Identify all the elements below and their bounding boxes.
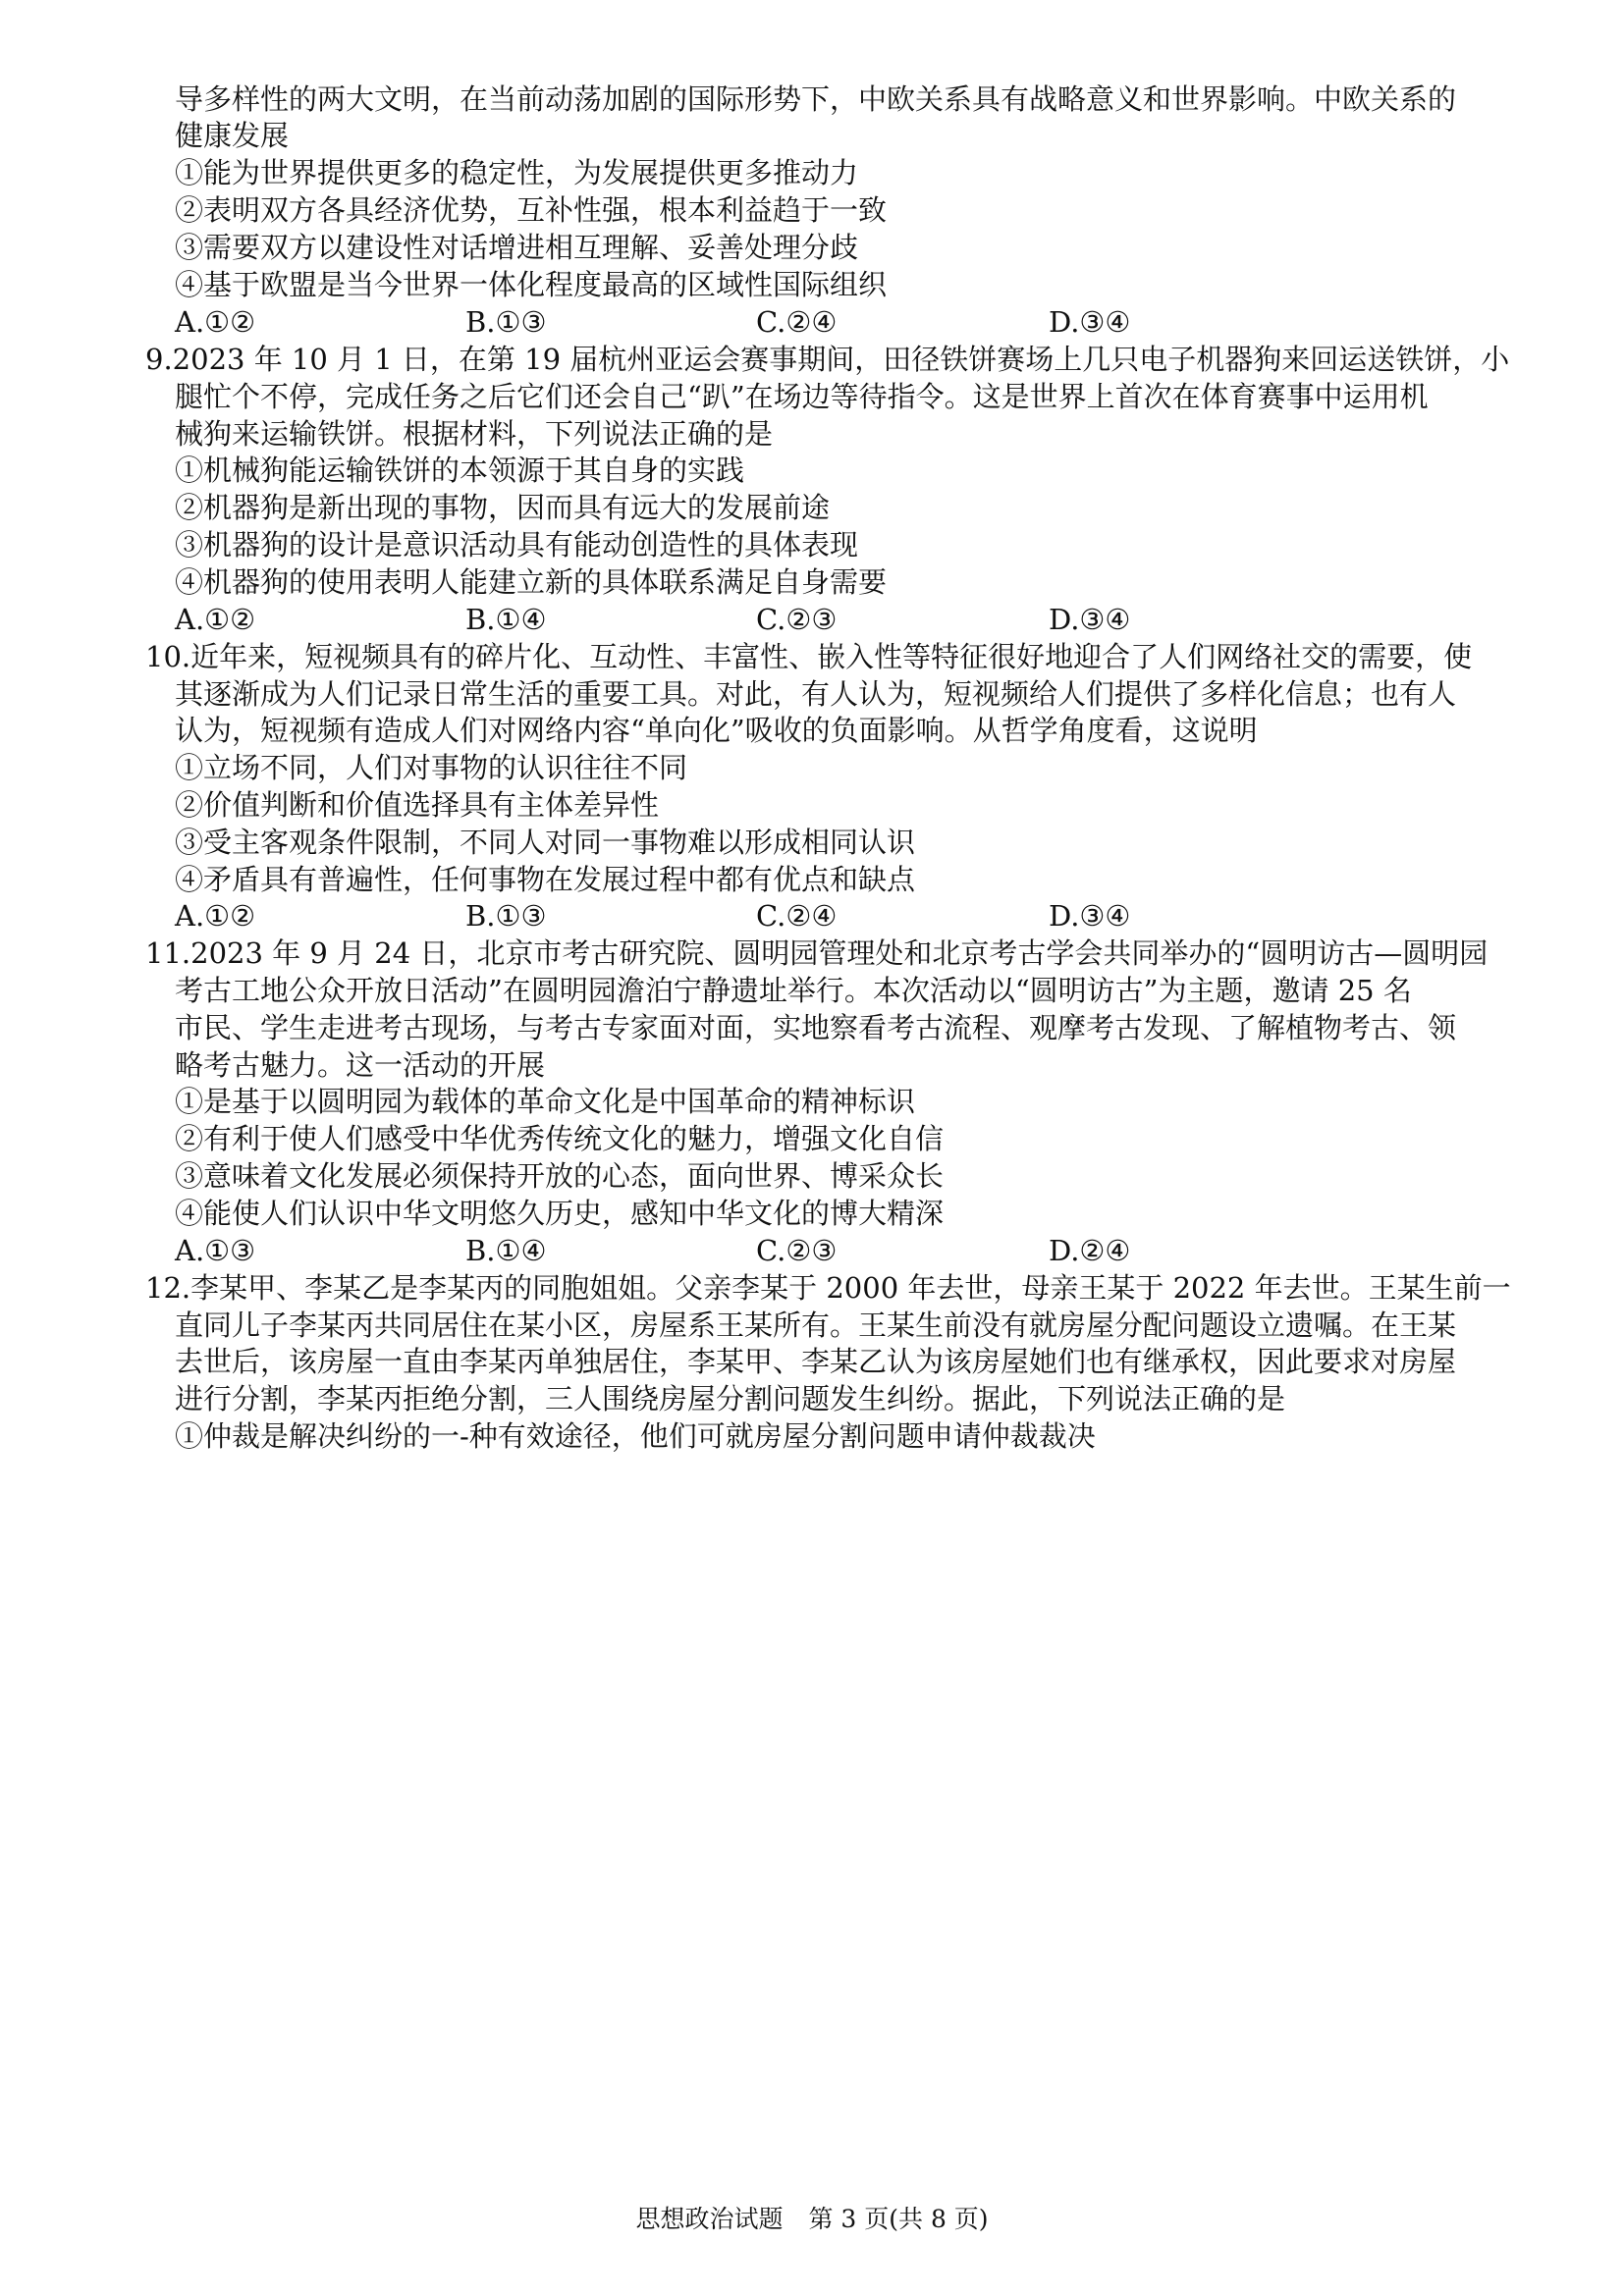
q11-item-3: ③意味着文化发展必须保持开放的心态，面向世界、博采众长: [175, 1159, 945, 1193]
q12-stem-line-2: 直同儿子李某丙共同居住在某小区，房屋系王某所有。王某生前没有就房屋分配问题设立遗嘱。在王某: [175, 1308, 1457, 1342]
q9-stem-line-1: 9.2023 年 10 月 1 日，在第 19 届杭州亚运会赛事期间，田径铁饼赛场上几只电子机器狗来回运送铁饼，小: [145, 343, 1510, 376]
q11-option-c: C.②③: [756, 1234, 838, 1267]
q8-item-4: ④基于欧盟是当今世界一体化程度最高的区域性国际组织: [175, 268, 888, 301]
q11-stem-line-3: 市民、学生走进考古现场，与考古专家面对面，实地察看考古流程、观摩考古发现、了解植物考古、领: [175, 1011, 1457, 1044]
q11-option-b: B.①④: [465, 1234, 547, 1267]
q8-stem-line-2: 健康发展: [175, 119, 290, 152]
q11-item-1: ①是基于以圆明园为载体的革命文化是中国革命的精神标识: [175, 1085, 916, 1118]
q10-option-c: C.②④: [756, 899, 838, 933]
q10-stem-line-2: 其逐渐成为人们记录日常生活的重要工具。对此，有人认为，短视频给人们提供了多样化信息；也有人: [175, 677, 1457, 711]
q9-stem-line-3: 械狗来运输铁饼。根据材料，下列说法正确的是: [175, 417, 774, 451]
page-footer: [0, 2203, 1624, 2236]
q8-option-b: B.①③: [465, 305, 547, 339]
q9-item-4: ④机器狗的使用表明人能建立新的具体联系满足自身需要: [175, 565, 888, 599]
q10-item-2: ②价值判断和价值选择具有主体差异性: [175, 788, 660, 822]
q9-stem-line-2: 腿忙个不停，完成任务之后它们还会自己“趴”在场边等待指令。这是世界上首次在体育赛事中运用机: [175, 380, 1429, 413]
q8-item-3: ③需要双方以建设性对话增进相互理解、妥善处理分歧: [175, 231, 859, 264]
q11-stem-line-2: 考古工地公众开放日活动”在圆明园澹泊宁静遗址举行。本次活动以“圆明访古”为主题，邀请 25 名: [175, 974, 1412, 1007]
q10-item-1: ①立场不同，人们对事物的认识往往不同: [175, 751, 688, 784]
q12-item-1: ①仲裁是解决纠纷的一-种有效途径，他们可就房屋分割问题申请仲裁裁决: [175, 1419, 1096, 1453]
q10-item-3: ③受主客观条件限制，不同人对同一事物难以形成相同认识: [175, 826, 916, 859]
q8-stem-line-1: 导多样性的两大文明，在当前动荡加剧的国际形势下，中欧关系具有战略意义和世界影响。中欧关系的: [175, 82, 1457, 116]
q11-option-d: D.②④: [1049, 1234, 1131, 1267]
q9-option-a: A.①②: [175, 603, 256, 636]
q8-option-d: D.③④: [1049, 305, 1131, 339]
q10-stem-line-3: 认为，短视频有造成人们对网络内容“单向化”吸收的负面影响。从哲学角度看，这说明: [175, 714, 1258, 747]
q8-option-a: A.①②: [175, 305, 256, 339]
q10-stem-line-1: 10.近年来，短视频具有的碎片化、互动性、丰富性、嵌入性等特征很好地迎合了人们网络社交的需要，使: [145, 640, 1473, 673]
q10-item-4: ④矛盾具有普遍性，任何事物在发展过程中都有优点和缺点: [175, 863, 916, 896]
footer-page-number: 第 3 页(共 8 页): [808, 2205, 989, 2233]
q9-item-2: ②机器狗是新出现的事物，因而具有远大的发展前途: [175, 491, 831, 524]
q12-stem-line-1: 12.李某甲、李某乙是李某丙的同胞姐姐。父亲李某于 2000 年去世，母亲王某于 2022 年去世。王某生前一: [145, 1271, 1511, 1305]
q10-option-a: A.①②: [175, 899, 256, 933]
q8-option-c: C.②④: [756, 305, 838, 339]
q12-stem-line-3: 去世后，该房屋一直由李某丙单独居住，李某甲、李某乙认为该房屋她们也有继承权，因此要求对房屋: [175, 1345, 1457, 1378]
q9-option-b: B.①④: [465, 603, 547, 636]
q8-item-2: ②表明双方各具经济优势，互补性强，根本利益趋于一致: [175, 193, 888, 227]
q11-item-4: ④能使人们认识中华文明悠久历史，感知中华文化的博大精深: [175, 1197, 945, 1230]
q9-item-1: ①机械狗能运输铁饼的本领源于其自身的实践: [175, 454, 745, 487]
q8-item-1: ①能为世界提供更多的稳定性，为发展提供更多推动力: [175, 156, 859, 189]
q10-option-b: B.①③: [465, 899, 547, 933]
q12-stem-line-4: 进行分割，李某丙拒绝分割，三人围绕房屋分割问题发生纠纷。据此，下列说法正确的是: [175, 1382, 1286, 1415]
q10-option-d: D.③④: [1049, 899, 1131, 933]
q9-option-d: D.③④: [1049, 603, 1131, 636]
q11-item-2: ②有利于使人们感受中华优秀传统文化的魅力，增强文化自信: [175, 1122, 945, 1155]
q9-item-3: ③机器狗的设计是意识活动具有能动创造性的具体表现: [175, 528, 859, 561]
q11-stem-line-4: 略考古魅力。这一活动的开展: [175, 1048, 546, 1082]
footer-subject: 思想政治试题: [635, 2205, 784, 2233]
q9-option-c: C.②③: [756, 603, 838, 636]
q11-stem-line-1: 11.2023 年 9 月 24 日，北京市考古研究院、圆明园管理处和北京考古学会共同举办的“圆明访古—圆明园: [145, 936, 1489, 970]
q11-option-a: A.①③: [175, 1234, 256, 1267]
